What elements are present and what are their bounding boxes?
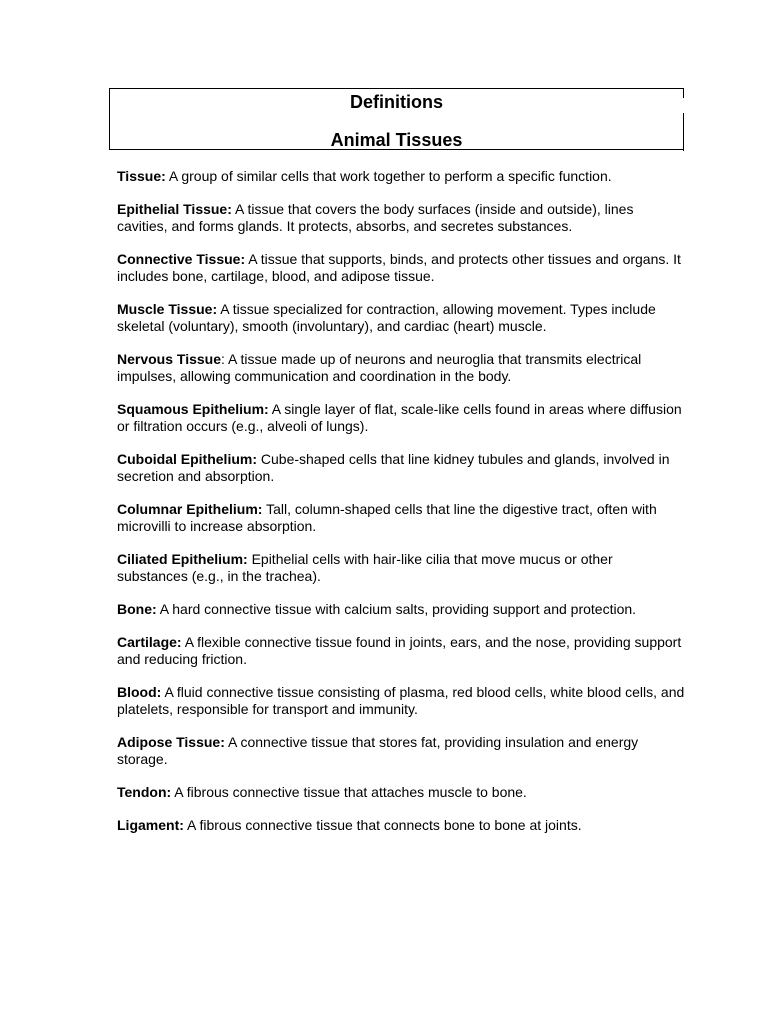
definition-text: A connective tissue that stores fat, providing insulation and energy storage. bbox=[117, 734, 639, 767]
definition-squamous-epithelium bbox=[117, 401, 687, 435]
definition-ligament bbox=[117, 817, 687, 834]
definition-term: Squamous Epithelium: bbox=[117, 401, 269, 417]
definition-ciliated-epithelium bbox=[117, 551, 687, 585]
definition-term: Bone: bbox=[117, 601, 157, 617]
definition-term: Muscle Tissue: bbox=[117, 301, 218, 317]
definitions-list bbox=[117, 168, 687, 850]
document-title: Definitions bbox=[350, 92, 443, 112]
definition-text: A tissue that supports, binds, and protects other tissues and organs. It includes bone, cartilage, blood, and adipose tissue. bbox=[117, 251, 681, 284]
definition-text: Epithelial cells with hair-like cilia that move mucus or other substances (e.g., in the trachea). bbox=[117, 551, 613, 584]
definition-connective-tissue bbox=[117, 251, 687, 285]
document-subtitle: Animal Tissues bbox=[330, 130, 463, 150]
definition-text: Cube-shaped cells that line kidney tubules and glands, involved in secretion and absorption. bbox=[117, 451, 670, 484]
definition-cartilage bbox=[117, 634, 687, 668]
definition-text: A tissue specialized for contraction, allowing movement. Types include skeletal (voluntary), smooth (involuntary), and cardiac (heart) muscle. bbox=[117, 301, 656, 334]
definition-muscle-tissue bbox=[117, 301, 687, 335]
definition-term: Connective Tissue: bbox=[117, 251, 246, 267]
definition-term: Nervous Tissue bbox=[117, 351, 222, 367]
definition-cuboidal-epithelium bbox=[117, 451, 687, 485]
definition-adipose-tissue bbox=[117, 734, 687, 768]
definition-term: Tendon: bbox=[117, 784, 172, 800]
definition-term: Ciliated Epithelium: bbox=[117, 551, 248, 567]
definition-term: Cartilage: bbox=[117, 634, 182, 650]
definition-text: A flexible connective tissue found in joints, ears, and the nose, providing support and reducing friction. bbox=[117, 634, 682, 667]
definition-text: Tall, column-shaped cells that line the digestive tract, often with microvilli to increase absorption. bbox=[117, 501, 657, 534]
definition-term: Epithelial Tissue: bbox=[117, 201, 232, 217]
definition-term: Columnar Epithelium: bbox=[117, 501, 263, 517]
definition-tendon bbox=[117, 784, 687, 801]
definition-text: A hard connective tissue with calcium salts, providing support and protection. bbox=[156, 601, 637, 617]
definition-text: A fibrous connective tissue that attaches muscle to bone. bbox=[171, 784, 527, 800]
definition-text: A group of similar cells that work together to perform a specific function. bbox=[165, 168, 612, 184]
definition-term: Ligament: bbox=[117, 817, 184, 833]
title-box bbox=[109, 88, 683, 150]
title-box-border-right bbox=[683, 113, 684, 151]
definition-text: A fibrous connective tissue that connects bone to bone at joints. bbox=[183, 817, 582, 833]
definition-blood bbox=[117, 684, 687, 718]
definition-text: A single layer of flat, scale-like cells found in areas where diffusion or filtration occurs (e.g., alveoli of lungs). bbox=[117, 401, 682, 434]
definition-tissue bbox=[117, 168, 687, 185]
definition-columnar-epithelium bbox=[117, 501, 687, 535]
definition-epithelial-tissue bbox=[117, 201, 687, 235]
definition-term: Tissue: bbox=[117, 168, 166, 184]
definition-term: Adipose Tissue: bbox=[117, 734, 225, 750]
definition-text: : A tissue made up of neurons and neuroglia that transmits electrical impulses, allowing communication and coordination in the body. bbox=[117, 351, 642, 384]
title-box-border-fragment bbox=[683, 88, 684, 98]
definition-bone bbox=[117, 601, 687, 618]
definition-term: Cuboidal Epithelium: bbox=[117, 451, 257, 467]
definition-text: A tissue that covers the body surfaces (inside and outside), lines cavities, and forms glands. It protects, absorbs, and secretes substances. bbox=[117, 201, 634, 234]
definition-nervous-tissue bbox=[117, 351, 687, 385]
definition-term: Blood: bbox=[117, 684, 162, 700]
definition-text: A fluid connective tissue consisting of plasma, red blood cells, white blood cells, and platelets, responsible for transport and immunity. bbox=[117, 684, 685, 717]
